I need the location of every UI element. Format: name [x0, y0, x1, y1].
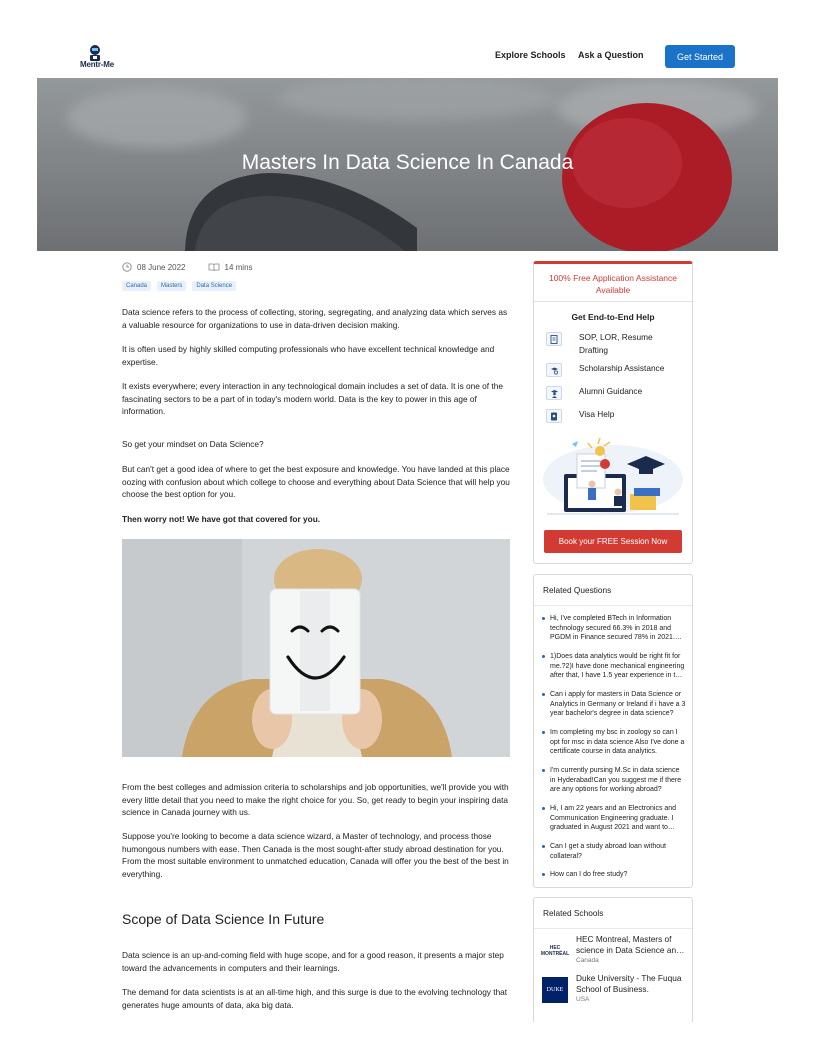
related-questions-card	[533, 574, 693, 888]
document-icon	[546, 332, 562, 346]
nav-ask-question[interactable]: Ask a Question	[578, 50, 644, 60]
logo-text: Mentr-Me	[80, 60, 114, 69]
hero-banner	[37, 78, 778, 251]
question-link[interactable]: I'm currently pursing M.Sc in data science in Hyderabad!Can you suggest me if there are any options for working abroad?	[550, 766, 686, 795]
article-paragraph-bold: Then worry not! We have got that covered for you.	[122, 514, 321, 524]
feature-item	[546, 385, 671, 400]
feature-item	[546, 362, 671, 377]
hec-logo: HEC MONTRÉAL	[540, 945, 570, 957]
smiley-face-photo	[122, 539, 510, 757]
question-link[interactable]: Im completing my bsc in zoology so can I opt for msc in data science Also I've done a certificate course in data analytics.	[550, 728, 686, 757]
feature-label: Alumni Guidance	[579, 386, 643, 396]
article-paragraph: Data science refers to the process of collecting, storing, segregating, and analyzing data which serves as a valuable resource for organizations to use in data-driven decision making.	[122, 307, 508, 330]
article-paragraph: The demand for data scientists is at an all-time high, and this surge is due to the evolving technology that generates huge amounts of data, aka big data.	[122, 987, 508, 1010]
article-paragraph: Data science is an up-and-coming field with huge scope, and for a good reason, it presents a major step toward the advancements in computers and their learnings.	[122, 950, 504, 973]
top-nav	[0, 0, 816, 78]
article-paragraph: From the best colleges and admission criteria to scholarships and job opportunities, we'll provide you with every little detail that you need to make the right choice for you. So, get ready to begin your inspiring data science in Canada journey with us.	[122, 782, 509, 817]
feature-label: Scholarship Assistance	[579, 363, 665, 373]
alumni-icon	[546, 386, 562, 400]
nav-explore-schools[interactable]: Explore Schools	[495, 50, 566, 60]
tag-chip[interactable]: Data Science	[192, 281, 236, 291]
tag-list	[122, 281, 236, 291]
publish-date: 08 June 2022	[137, 262, 186, 272]
question-link[interactable]: Can i apply for masters in Data Science or Analytics in Germany or Ireland if i have a 3 year bachelor's degree in data science?	[550, 690, 686, 719]
read-time: 14 mins	[224, 262, 253, 272]
related-schools-card	[533, 897, 693, 1022]
feature-label: Visa Help	[579, 409, 615, 419]
feature-item	[546, 331, 671, 356]
tag-chip[interactable]: Canada	[122, 281, 151, 291]
free-assistance-card	[533, 261, 693, 564]
logo[interactable]	[80, 42, 124, 72]
book-session-button[interactable]: Book your FREE Session Now	[544, 530, 682, 553]
passport-icon	[546, 409, 562, 423]
article-image-smiley	[122, 539, 510, 757]
book-icon	[208, 262, 220, 272]
article-meta	[122, 262, 253, 272]
question-link[interactable]: Hi, I am 22 years and an Electronics and Communication Engineering graduate. I graduated in August 2021 and want to	[550, 804, 686, 833]
article-paragraph: It is often used by highly skilled computing professionals who have excellent technical knowledge and expertise.	[122, 344, 495, 367]
duke-logo: DUKE	[542, 977, 568, 1003]
question-link[interactable]: Hi, I've completed BTech in Information technology secured 66.3% in 2018 and PGDM in Finance secured 78% in 2021.	[550, 614, 686, 643]
cta-subtitle: Get End-to-End Help	[571, 312, 655, 322]
feature-label: SOP, LOR, Resume Drafting	[579, 332, 653, 355]
clock-icon	[122, 262, 132, 272]
feature-item	[546, 408, 671, 423]
school-name: Duke University - The Fuqua School of Business.	[576, 973, 682, 994]
school-name: HEC Montreal, Masters of science in Data Science and	[576, 934, 681, 955]
tag-chip[interactable]: Masters	[157, 281, 186, 291]
question-link[interactable]: How can I do free study?	[550, 870, 686, 880]
school-item[interactable]	[542, 973, 688, 1006]
question-link[interactable]: Can I get a study abroad loan without collateral?	[550, 842, 686, 861]
education-illustration	[542, 434, 684, 524]
get-started-button[interactable]: Get Started	[665, 45, 735, 68]
article-paragraph: Suppose you're looking to become a data science wizard, a Master of technology, and process those humongous numbers with ease. Then Canada is the most sought-after study abroad destination for you. From the most suitable environment to unmatched education, Canada will offer you the best of the best in everything.	[122, 831, 509, 879]
article-paragraph: It exists everywhere; every interaction in any technological domain includes a set of data. It is one of the fascinating sectors to be a part of in today's modern world. Data is the key to power in this age of information.	[122, 381, 503, 416]
page-title: Masters In Data Science In Canada	[241, 151, 574, 174]
question-link[interactable]: 1)Does data analytics would be right fit for me.?2)I have done mechanical engineering after that, I have 1.5 year experience in the	[550, 652, 686, 681]
article-paragraph: But can't get a good idea of where to get the best exposure and knowledge. You have landed at this place oozing with confusion about which college to choose and everything about Data Science that will help you choose the best option for you.	[122, 464, 510, 499]
school-country: Canada	[576, 957, 599, 964]
school-country: USA	[576, 996, 590, 1003]
school-item[interactable]	[542, 934, 688, 967]
scholarship-icon	[546, 363, 562, 377]
article-paragraph: So get your mindset on Data Science?	[122, 439, 264, 449]
section-heading: Scope of Data Science In Future	[122, 911, 325, 927]
related-schools-title: Related Schools	[543, 908, 604, 918]
related-questions-title: Related Questions	[543, 585, 612, 595]
cta-headline: 100% Free Application Assistance Available	[548, 273, 678, 295]
